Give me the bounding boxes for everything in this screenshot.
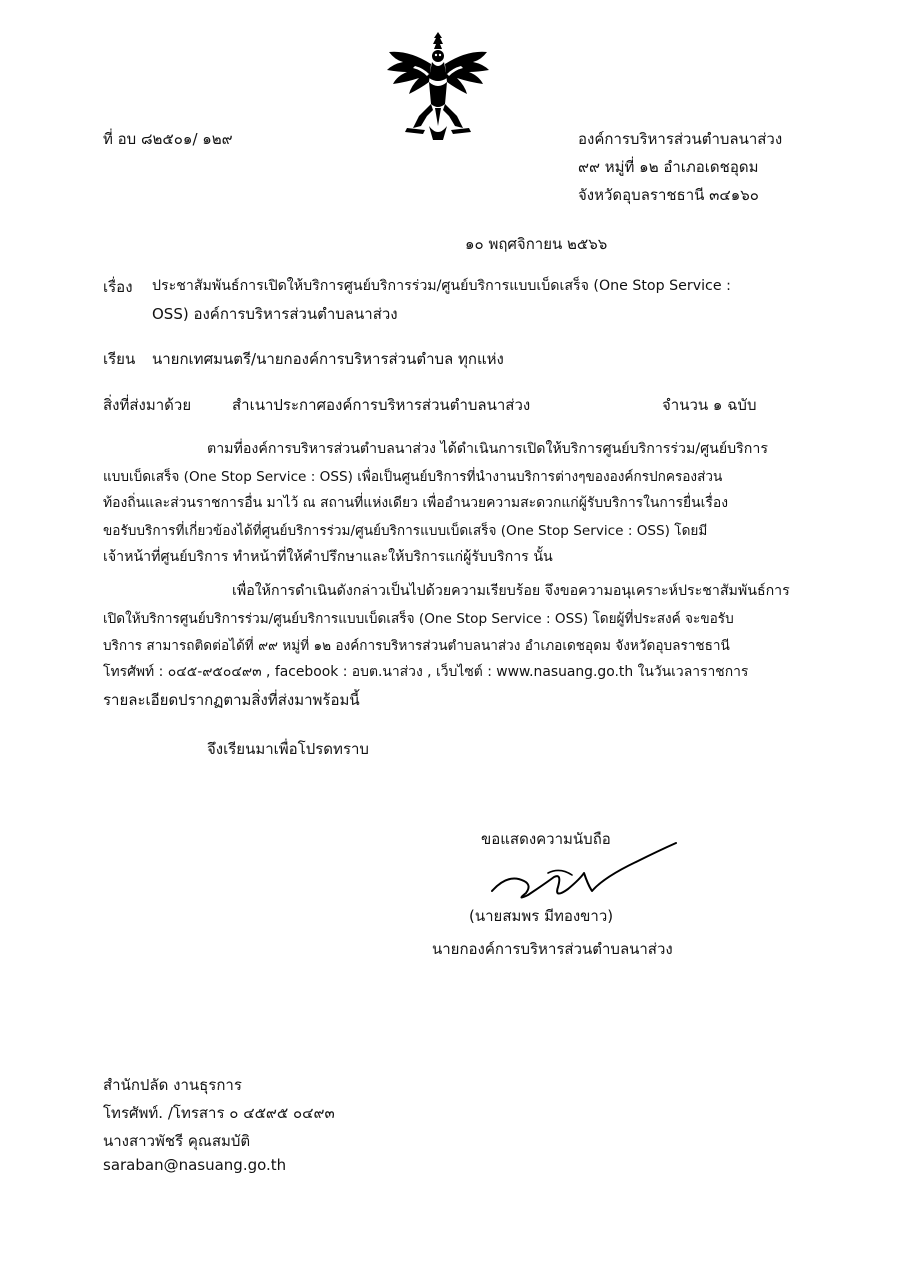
subject-label: เรื่อง <box>103 278 133 296</box>
sender-address-line: จังหวัดอุบลราชธานี ๓๔๑๖๐ <box>578 186 759 204</box>
handwritten-signature-icon <box>488 833 688 913</box>
enclosure-count: จำนวน ๑ ฉบับ <box>662 396 757 414</box>
paragraph-2-line: เปิดให้บริการศูนย์บริการร่วม/ศูนย์บริการแบบเบ็ดเสร็จ (One Stop Service : OSS) โดยผู้ที่ประสงค์ จะขอรับ <box>103 611 734 627</box>
recipient-label: เรียน <box>103 350 136 368</box>
signer-position: นายกองค์การบริหารส่วนตำบลนาส่วง <box>432 940 673 958</box>
paragraph-1-line: แบบเบ็ดเสร็จ (One Stop Service : OSS) เพื่อเป็นศูนย์บริการที่นำงานบริการต่างๆขององค์กรปกครองส่วน <box>103 469 723 485</box>
letter-date: ๑๐ พฤศจิกายน ๒๕๖๖ <box>465 235 608 253</box>
paragraph-2-line: เพื่อให้การดำเนินดังกล่าวเป็นไปด้วยความเรียบร้อย จึงขอความอนุเคราะห์ประชาสัมพันธ์การ <box>232 583 790 599</box>
recipient-value: นายกเทศมนตรี/นายกองค์การบริหารส่วนตำบล ทุกแห่ง <box>152 350 504 368</box>
paragraph-1-line: เจ้าหน้าที่ศูนย์บริการ ทำหน้าที่ให้คำปรึกษาและให้บริการแก่ผู้รับบริการ นั้น <box>103 549 553 565</box>
paragraph-2-line: โทรศัพท์ : ๐๔๕-๙๕๐๔๙๓ , facebook : อบต.นาส่วง , เว็บไซต์ : www.nasuang.go.th ในวันเวลาราชการ <box>103 664 749 680</box>
footer-email: saraban@nasuang.go.th <box>103 1156 287 1174</box>
enclosure-label: สิ่งที่ส่งมาด้วย <box>103 396 192 414</box>
paragraph-1-line: ตามที่องค์การบริหารส่วนตำบลนาส่วง ได้ดำเนินการเปิดให้บริการศูนย์บริการร่วม/ศูนย์บริการ <box>207 441 768 457</box>
sender-address-line: ๙๙ หมู่ที่ ๑๒ อำเภอเดชอุดม <box>578 158 759 176</box>
paragraph-1-line: ขอรับบริการที่เกี่ยวข้องได้ที่ศูนย์บริการร่วม/ศูนย์บริการแบบเบ็ดเสร็จ (One Stop Service : OSS) โดยมี <box>103 523 708 539</box>
reference-number: ที่ อบ ๘๒๕๐๑/ ๑๒๙ <box>103 130 233 148</box>
paragraph-2-line: บริการ สามารถติดต่อได้ที่ ๙๙ หมู่ที่ ๑๒ องค์การบริหารส่วนตำบลนาส่วง อำเภอเดชอุดม จังหวัดอุบลราชธานี <box>103 638 730 654</box>
footer-phone: โทรศัพท์. /โทรสาร ๐ ๔๕๙๕ ๐๔๙๓ <box>103 1104 335 1122</box>
closing-salutation: ขอแสดงความนับถือ <box>481 830 611 848</box>
footer-contact-person: นางสาวพัชรี คุณสมบัติ <box>103 1132 251 1150</box>
footer-department: สำนักปลัด งานธุรการ <box>103 1076 242 1094</box>
signer-name: (นายสมพร มีทองขาว) <box>469 907 614 925</box>
paragraph-2-line: รายละเอียดปรากฏตามสิ่งที่ส่งมาพร้อมนี้ <box>103 691 360 709</box>
subject-line: OSS) องค์การบริหารส่วนตำบลนาส่วง <box>152 305 398 323</box>
garuda-emblem-icon <box>385 30 491 142</box>
closing-request: จึงเรียนมาเพื่อโปรดทราบ <box>207 740 369 758</box>
subject-line: ประชาสัมพันธ์การเปิดให้บริการศูนย์บริการร่วม/ศูนย์บริการแบบเบ็ดเสร็จ (One Stop Service : <box>152 278 731 294</box>
paragraph-1-line: ท้องถิ่นและส่วนราชการอื่น มาไว้ ณ สถานที่แห่งเดียว เพื่ออำนวยความสะดวกแก่ผู้รับบริการในการยื่นเรื่อง <box>103 495 729 511</box>
sender-address-line: องค์การบริหารส่วนตำบลนาส่วง <box>578 130 783 148</box>
enclosure-value: สำเนาประกาศองค์การบริหารส่วนตำบลนาส่วง <box>232 396 531 414</box>
